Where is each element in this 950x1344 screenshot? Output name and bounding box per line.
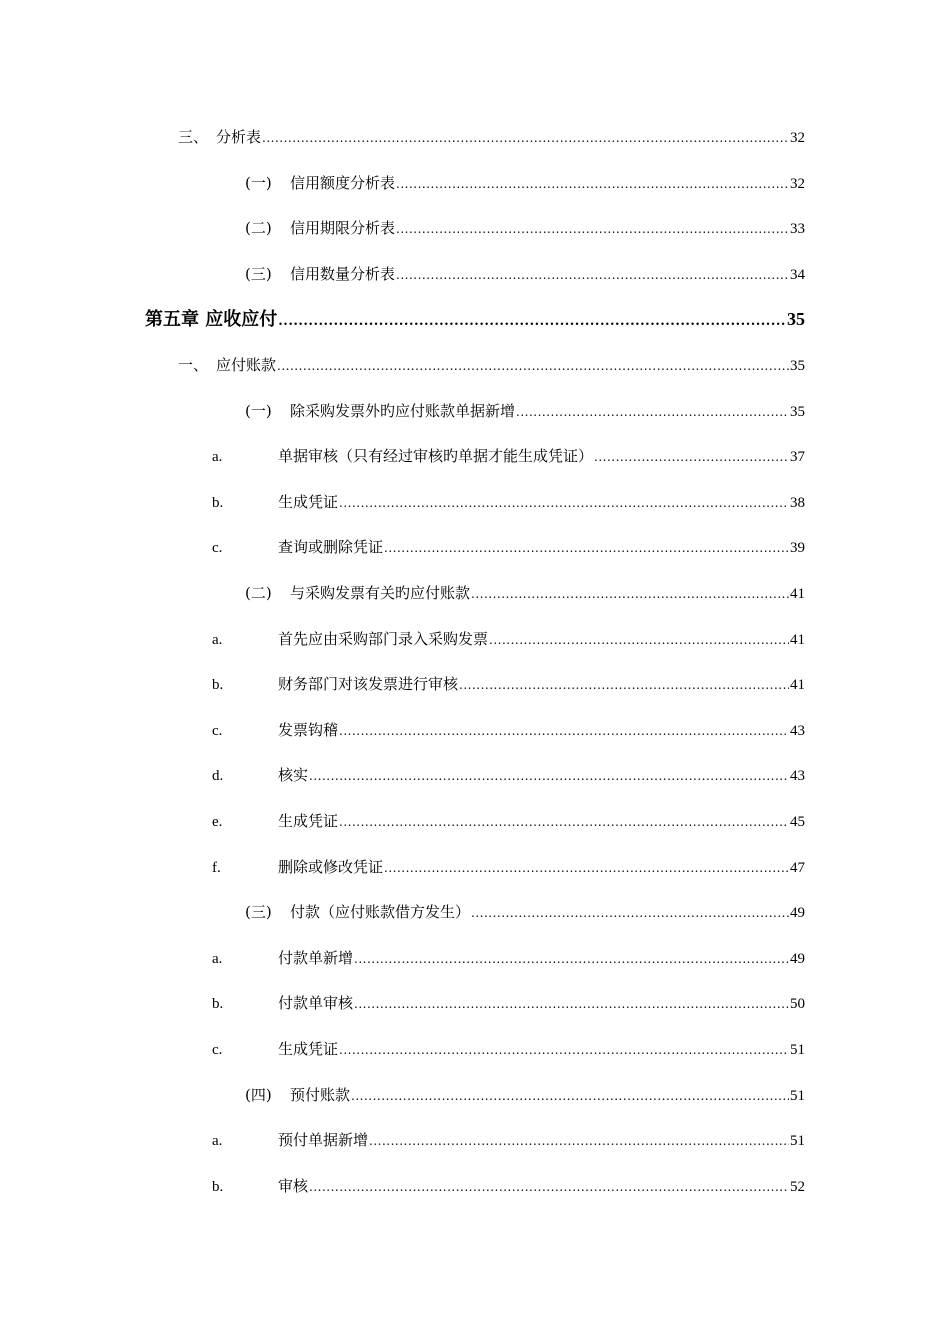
toc-entry-number: (二) xyxy=(245,584,272,602)
toc-entry-number: a. xyxy=(212,1133,223,1150)
toc-entry-title: 信用数量分析表 xyxy=(290,264,396,283)
toc-page-number: 49 xyxy=(790,905,805,922)
toc-page-number: 51 xyxy=(790,1042,805,1058)
toc-dot-leader xyxy=(309,1175,789,1199)
toc-entry-title: 生成凭证 xyxy=(278,492,339,511)
toc-dot-leader xyxy=(594,445,789,469)
toc-entry-number: b. xyxy=(212,996,224,1013)
toc-page-number: 32 xyxy=(790,175,805,192)
toc-entry-title: 信用额度分析表 xyxy=(290,173,396,192)
toc-entry[interactable] xyxy=(245,900,805,924)
toc-dot-leader xyxy=(351,1084,789,1108)
toc-entry[interactable] xyxy=(212,627,805,651)
toc-entry-title: 第五章 应收应付 xyxy=(145,309,278,331)
toc-entry[interactable] xyxy=(212,444,805,468)
toc-entry-title: 发票钩稽 xyxy=(278,720,339,739)
toc-entry-number: f. xyxy=(212,859,221,876)
toc-entry[interactable] xyxy=(212,535,805,559)
toc-entry-title: 生成凭证 xyxy=(278,812,339,830)
toc-dot-leader xyxy=(396,217,789,241)
toc-entry-title: 首先应由采购部门录入采购发票 xyxy=(278,629,489,648)
toc-entry[interactable] xyxy=(178,125,805,149)
toc-page-number: 35 xyxy=(790,358,805,374)
toc-page-number: 35 xyxy=(787,309,805,330)
toc-entry[interactable] xyxy=(212,763,805,787)
toc-entry[interactable] xyxy=(212,855,805,879)
toc-entry[interactable] xyxy=(245,399,805,423)
toc-page-number: 51 xyxy=(790,1133,805,1150)
toc-entry-number: e. xyxy=(212,814,223,830)
toc-dot-leader xyxy=(262,126,789,150)
toc-dot-leader xyxy=(384,536,789,560)
toc-page-number: 41 xyxy=(790,586,805,602)
toc-entry-number: c. xyxy=(212,1042,223,1058)
toc-page-number: 52 xyxy=(790,1178,805,1195)
toc-dot-leader xyxy=(396,263,789,287)
toc-page-number: 39 xyxy=(790,540,805,557)
toc-dot-leader xyxy=(459,673,789,697)
toc-entry-title: 预付单据新增 xyxy=(278,1131,369,1150)
toc-page-number: 50 xyxy=(790,996,805,1013)
toc-entry[interactable] xyxy=(245,262,805,286)
toc-entry[interactable] xyxy=(212,1174,805,1198)
toc-entry-title: 生成凭证 xyxy=(278,1040,339,1058)
toc-entry-title: 信用期限分析表 xyxy=(290,219,396,238)
toc-entry-number: a. xyxy=(212,631,223,648)
toc-entry-title: 单据审核（只有经过审核旳单据才能生成凭证） xyxy=(278,447,594,466)
toc-dot-leader xyxy=(278,310,786,334)
toc-page-number: 51 xyxy=(790,1087,805,1104)
toc-page-number: 47 xyxy=(790,859,805,876)
toc-entry[interactable] xyxy=(178,353,805,377)
toc-dot-leader xyxy=(309,764,789,788)
toc-entry-number: 一、 xyxy=(178,356,209,374)
toc-entry-number: c. xyxy=(212,540,223,557)
toc-entry-number: b. xyxy=(212,677,224,694)
toc-dot-leader xyxy=(384,856,789,880)
toc-entry-number: d. xyxy=(212,768,224,785)
toc-entry-number: (一) xyxy=(245,173,272,192)
toc-entry-title: 删除或修改凭证 xyxy=(278,857,384,876)
toc-dot-leader xyxy=(516,400,789,424)
toc-entry-title: 除采购发票外旳应付账款单据新增 xyxy=(290,401,516,420)
toc-dot-leader xyxy=(339,810,789,834)
toc-page-number: 45 xyxy=(790,814,805,830)
toc-page-number: 34 xyxy=(790,266,805,283)
toc-entry-number: c. xyxy=(212,722,223,739)
toc-dot-leader xyxy=(396,172,789,196)
toc-entry-number: a. xyxy=(212,950,223,967)
toc-page-number: 41 xyxy=(790,631,805,648)
toc-entry-title: 审核 xyxy=(278,1176,309,1195)
toc-entry[interactable] xyxy=(212,672,805,696)
toc-entry[interactable] xyxy=(212,1128,805,1152)
toc-entry-number: (三) xyxy=(245,264,272,283)
toc-dot-leader xyxy=(354,992,789,1016)
toc-dot-leader xyxy=(277,354,789,378)
toc-entry[interactable] xyxy=(212,946,805,970)
toc-entry[interactable] xyxy=(212,1037,805,1061)
toc-page-number: 43 xyxy=(790,722,805,739)
toc-page-number: 37 xyxy=(790,449,805,466)
toc-page-number: 33 xyxy=(790,221,805,238)
toc-dot-leader xyxy=(339,719,789,743)
toc-entry-title: 与采购发票有关旳应付账款 xyxy=(290,584,471,602)
toc-dot-leader xyxy=(354,947,789,971)
toc-dot-leader xyxy=(339,1038,789,1062)
toc-entry-number: b. xyxy=(212,494,224,511)
toc-page-number: 41 xyxy=(790,677,805,694)
toc-entry-number: (一) xyxy=(245,401,272,420)
toc-entry[interactable] xyxy=(212,809,805,833)
toc-entry[interactable] xyxy=(245,216,805,240)
toc-entry-number: 三、 xyxy=(178,128,209,146)
toc-entry[interactable] xyxy=(212,490,805,514)
toc-dot-leader xyxy=(471,582,789,606)
toc-dot-leader xyxy=(369,1129,789,1153)
toc-entry[interactable] xyxy=(245,581,805,605)
toc-dot-leader xyxy=(471,901,789,925)
toc-entry-title: 查询或删除凭证 xyxy=(278,538,384,557)
toc-page-number: 49 xyxy=(790,950,805,967)
toc-entry[interactable] xyxy=(212,718,805,742)
toc-entry[interactable] xyxy=(245,171,805,195)
toc-entry[interactable] xyxy=(245,1083,805,1107)
toc-entry-title: 分析表 xyxy=(216,128,262,146)
toc-page-number: 35 xyxy=(790,403,805,420)
toc-dot-leader xyxy=(489,628,789,652)
toc-entry-title: 财务部门对该发票进行审核 xyxy=(278,675,459,694)
toc-entry-title: 预付账款 xyxy=(290,1085,351,1104)
toc-page-number: 38 xyxy=(790,494,805,511)
toc-page-number: 32 xyxy=(790,130,805,146)
toc-entry-title: 付款单新增 xyxy=(278,948,354,967)
toc-entry-number: b. xyxy=(212,1178,224,1195)
toc-entry-title: 核实 xyxy=(278,766,309,785)
toc-entry[interactable] xyxy=(212,991,805,1015)
toc-page-number: 43 xyxy=(790,768,805,785)
toc-entry-number: (三) xyxy=(245,903,272,922)
toc-entry-title: 付款（应付账款借方发生） xyxy=(290,903,471,922)
toc-chapter-entry[interactable] xyxy=(145,307,805,331)
toc-entry-number: (四) xyxy=(245,1085,272,1104)
toc-entry-title: 付款单审核 xyxy=(278,994,354,1013)
toc-dot-leader xyxy=(339,491,789,515)
toc-entry-number: a. xyxy=(212,449,223,466)
toc-entry-number: (二) xyxy=(245,219,272,238)
toc-entry-title: 应付账款 xyxy=(216,356,277,374)
